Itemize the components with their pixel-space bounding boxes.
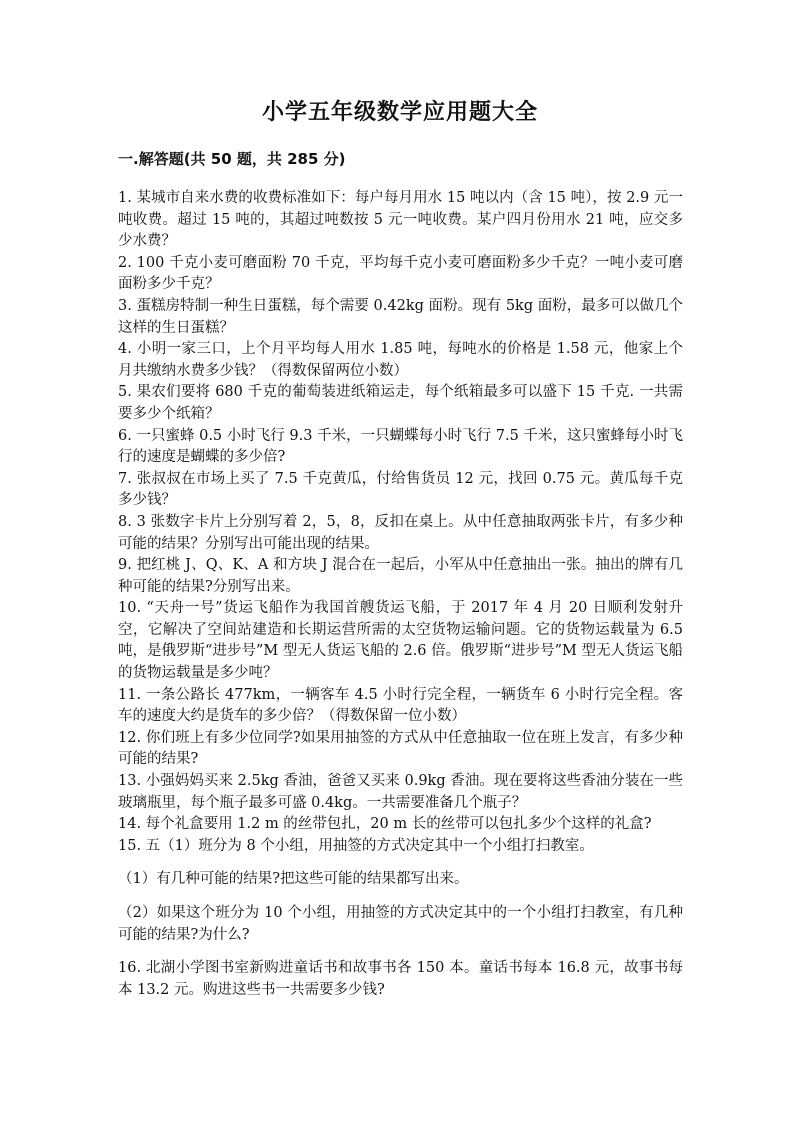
question-4: 4. 小明一家三口，上个月平均每人用水 1.85 吨，每吨水的价格是 1.58 元，他家上个月共缴纳水费多少钱？（得数保留两位小数）: [118, 341, 683, 379]
question-12: 12. 你们班上有多少位同学?如果用抽签的方式从中任意抽取一位在班上发言，有多少种可能的结果?: [118, 729, 683, 768]
question-15-part-1: （1）有几种可能的结果?把这些可能的结果都写出来。: [118, 871, 469, 888]
question-8: 8. 3 张数字卡片上分别写着 2，5，8，反扣在桌上。从中任意抽取两张卡片，有多少种可能的结果？分别写出可能出现的结果。: [118, 513, 683, 552]
question-15-part-2: （2）如果这个班分为 10 个小组，用抽签的方式决定其中的一个小组打扫教室，有几种可能的结果?为什么?: [118, 905, 683, 943]
question-6: 6. 一只蜜蜂 0.5 小时飞行 9.3 千米，一只蝴蝶每小时飞行 7.5 千米，这只蜜蜂每小时飞行的速度是蝴蝶的多少倍?: [118, 427, 683, 466]
question-2: 2. 100 千克小麦可磨面粉 70 千克，平均每千克小麦可磨面粉多少千克？一吨小麦可磨面粉多少千克？: [118, 254, 683, 293]
question-15: 15. 五（1）班分为 8 个小组，用抽签的方式决定其中一个小组打扫教室。: [118, 837, 594, 854]
question-list: [118, 188, 683, 1001]
page-title: 小学五年级数学应用题大全: [261, 100, 538, 125]
section-heading: 一.解答题(共 50 题，共 285 分): [118, 150, 346, 168]
question-7: 7. 张叔叔在市场上买了 7.5 千克黄瓜，付给售货员 12 元，找回 0.75 元。黄瓜每千克多少钱？: [118, 470, 683, 509]
question-3: 3. 蛋糕房特制一种生日蛋糕，每个需要 0.42kg 面粉。现有 5kg 面粉，最多可以做几个这样的生日蛋糕？: [118, 297, 683, 336]
question-13: 13. 小强妈妈买来 2.5kg 香油，爸爸又买来 0.9kg 香油。现在要将这些香油分装在一些玻璃瓶里，每个瓶子最多可盛 0.4kg。一共需要准备几个瓶子？: [118, 773, 683, 811]
question-10: 10. “天舟一号”货运飞船作为我国首艘货运飞船，于 2017 年 4 月 20 日顺利发射升空，它解决了空间站建造和长期运营所需的太空货物运输问题。它的货物运载量为 6.5 吨，是俄罗斯“进步号”M 型无人货运飞船的 2.6 倍。俄罗斯“进步号”M 型无人货运飞船的货物运载量是多少吨？: [118, 600, 683, 682]
question-1: 1. 某城市自来水费的收费标准如下：每户每月用水 15 吨以内（含 15 吨），按 2.9 元一吨收费。超过 15 吨的，其超过吨数按 5 元一吨收费。某户四月份用水 21 吨，应交多少水费？: [118, 190, 683, 250]
question-9: 9. 把红桃 J、Q、K、A 和方块 J 混合在一起后，小军从中任意抽出一张。抽出的牌有几种可能的结果?分别写出来。: [118, 557, 683, 595]
question-14: 14. 每个礼盒要用 1.2 m 的丝带包扎，20 m 长的丝带可以包扎多少个这样的礼盒?: [118, 816, 652, 833]
question-11: 11. 一条公路长 477km，一辆客车 4.5 小时行完全程，一辆货车 6 小时行完全程。客车的速度大约是货车的多少倍？（得数保留一位小数）: [118, 686, 683, 725]
question-16: 16. 北湖小学图书室新购进童话书和故事书各 150 本。童话书每本 16.8 元，故事书每本 13.2 元。购进这些书一共需要多少钱?: [118, 960, 683, 998]
question-5: 5. 果农们要将 680 千克的葡萄装进纸箱运走，每个纸箱最多可以盛下 15 千克. 一共需要多少个纸箱？: [118, 384, 683, 422]
